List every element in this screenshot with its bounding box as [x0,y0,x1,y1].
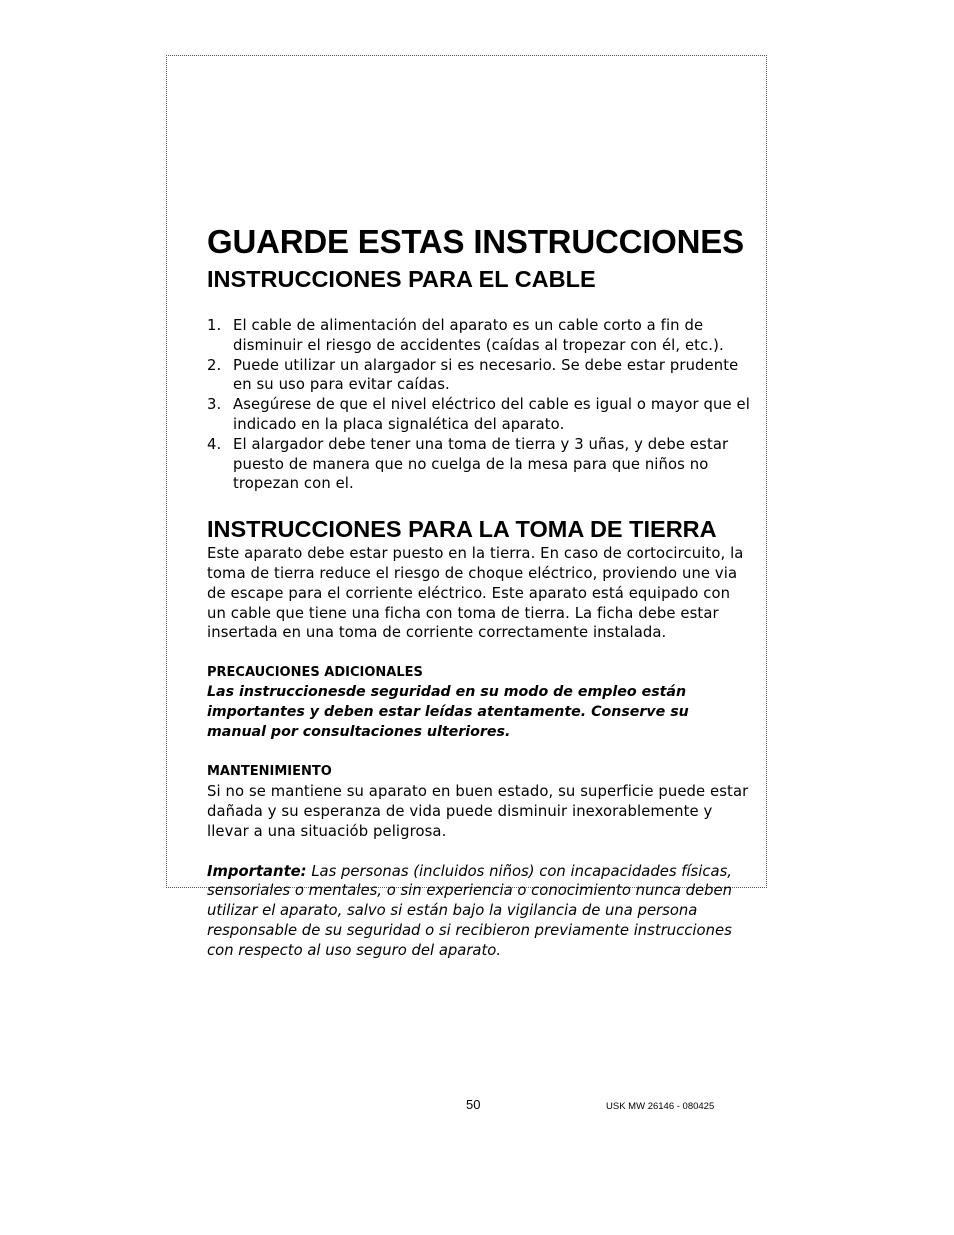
list-item-text: El cable de alimentación del aparato es un cable corto a fin de disminuir el riesgo de accidentes (caídas al tropezar con él, etc.). [233,317,724,354]
precautions-heading: PRECAUCIONES ADICIONALES [207,665,423,681]
list-item [207,435,752,494]
important-note [207,862,752,961]
page-title: GUARDE ESTAS INSTRUCCIONES [207,223,744,260]
list-item-number: 4. [207,435,222,453]
important-text: Las personas (incluidos niños) con incapacidades físicas, sensoriales o mentales, o sin experiencia o conocimiento nunca deben utilizar el aparato, salvo si están bajo la vigilancia de una persona responsable de su seguridad o si recibieron previamente instrucciones con respecto al uso seguro del aparato. [207,862,733,959]
list-item [207,356,752,396]
cable-section-heading: INSTRUCCIONES PARA EL CABLE [207,266,596,292]
list-item-text: Asegúrese de que el nivel eléctrico del cable es igual o mayor que el indicado en la placa signalética del aparato. [233,396,750,433]
maintenance-heading: MANTENIMIENTO [207,764,332,780]
important-label: Importante: [207,862,307,880]
list-item-number: 3. [207,396,222,414]
maintenance-text: Si no se mantiene su aparato en buen estado, su superficie puede estar dañada y su esperanza de vida puede disminuir inexorablemente y llevar a una situaciób peligrosa. [207,783,749,840]
document-code: USK MW 26146 - 080425 [606,1101,715,1112]
list-item [207,395,752,435]
cable-instructions-list [207,316,752,494]
page-number: 50 [466,1097,481,1112]
list-item-number: 2. [207,356,222,374]
list-item-text: Puede utilizar un alargador si es necesario. Se debe estar prudente en su uso para evitar caídas. [233,356,739,394]
precautions-text: Las instruccionesde seguridad en su modo de empleo están importantes y deben estar leídas atentamente. Conserve su manual por consultaciones ulteriores. [207,683,689,740]
list-item-number: 1. [207,317,222,334]
ground-section-text: Este aparato debe estar puesto en la tierra. En caso de cortocircuito, la toma de tierra reduce el riesgo de choque eléctrico, proviendo une via de escape para el corriente eléctrico. Este aparato está equipado con un cable que tiene una ficha con toma de tierra. La ficha debe estar insertada en una toma de corriente correctamente instalada. [207,545,744,642]
list-item [207,316,752,356]
document-content [207,222,752,961]
ground-section-heading: INSTRUCCIONES PARA LA TOMA DE TIERRA [207,516,717,543]
list-item-text: El alargador debe tener una toma de tierra y 3 uñas, y debe estar puesto de manera que no cuelga de la mesa para que niños no tropezan con el. [233,435,729,493]
